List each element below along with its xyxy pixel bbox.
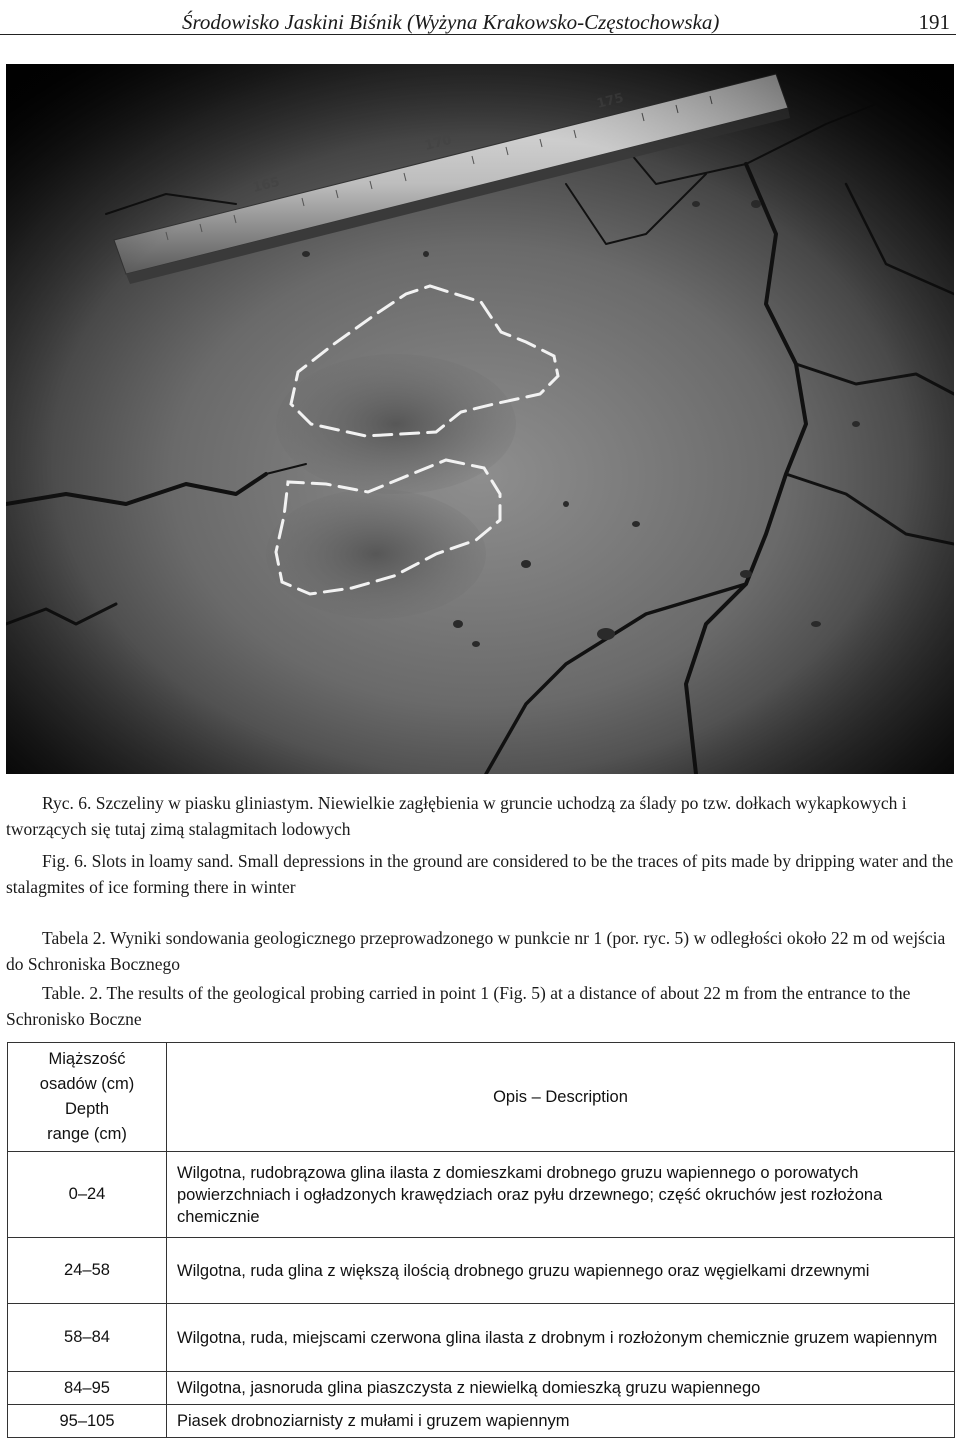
depth-cell: 0–24 bbox=[8, 1152, 167, 1238]
description-column-header: Opis – Description bbox=[167, 1043, 955, 1152]
running-title: Środowisko Jaskini Biśnik (Wyżyna Krakowsko-Częstochowska) bbox=[182, 10, 720, 34]
depth-cell: 84–95 bbox=[8, 1372, 167, 1405]
table-row bbox=[8, 1304, 955, 1372]
running-header bbox=[0, 6, 956, 35]
table-row bbox=[8, 1405, 955, 1438]
depth-cell: 24–58 bbox=[8, 1238, 167, 1304]
figure-caption-pl: Ryc. 6. Szczeliny w piasku gliniastym. Niewielkie zagłębienia w gruncie uchodzą za ślady po tzw. dołkach wykapkowych i tworzących się tutaj zimą stalagmitach lodowych bbox=[6, 793, 907, 839]
table-row bbox=[8, 1372, 955, 1405]
page-number: 191 bbox=[918, 10, 950, 34]
table-row bbox=[8, 1152, 955, 1238]
cave-floor-photo bbox=[6, 64, 954, 774]
description-cell: Wilgotna, rudobrązowa glina ilasta z domieszkami drobnego gruzu wapiennego o porowatych powierzchniach i ogładzonych krawędziach oraz pyłu drzewnego; część okruchów jest rozłożona chemicznie bbox=[167, 1152, 955, 1238]
header-line: osadów (cm) bbox=[39, 1075, 135, 1093]
table-header-row bbox=[8, 1043, 955, 1152]
depth-cell: 95–105 bbox=[8, 1405, 167, 1438]
depth-column-header bbox=[8, 1043, 167, 1152]
header-line: Depth bbox=[64, 1100, 110, 1118]
depth-cell: 58–84 bbox=[8, 1304, 167, 1372]
table-caption-en: Table. 2. The results of the geological probing carried in point 1 (Fig. 5) at a distance of about 22 m from the entrance to the Schronisko Boczne bbox=[6, 983, 911, 1029]
header-line: Miąższość bbox=[48, 1050, 126, 1068]
description-cell: Wilgotna, ruda glina z większą ilością drobnego gruzu wapiennego oraz węgielkami drzewnymi bbox=[167, 1238, 955, 1304]
description-cell: Piasek drobnoziarnisty z mułami i gruzem wapiennym bbox=[167, 1405, 955, 1438]
probing-results-table bbox=[7, 1042, 955, 1438]
table-row bbox=[8, 1238, 955, 1304]
figure-caption-en: Fig. 6. Slots in loamy sand. Small depressions in the ground are considered to be the traces of pits made by dripping water and the stalagmites of ice forming there in winter bbox=[6, 851, 954, 897]
table-caption-pl: Tabela 2. Wyniki sondowania geologicznego przeprowadzonego w punkcie nr 1 (por. ryc. 5) w odległości około 22 m od wejścia do Schroniska Bocznego bbox=[6, 928, 946, 974]
description-cell: Wilgotna, ruda, miejscami czerwona glina ilasta z drobnym i rozłożonym chemicznie gruzem wapiennym bbox=[167, 1304, 955, 1372]
header-line: range (cm) bbox=[47, 1125, 127, 1143]
description-cell: Wilgotna, jasnoruda glina piaszczysta z niewielką domieszką gruzu wapiennego bbox=[167, 1372, 955, 1405]
figure-photo bbox=[6, 64, 954, 774]
